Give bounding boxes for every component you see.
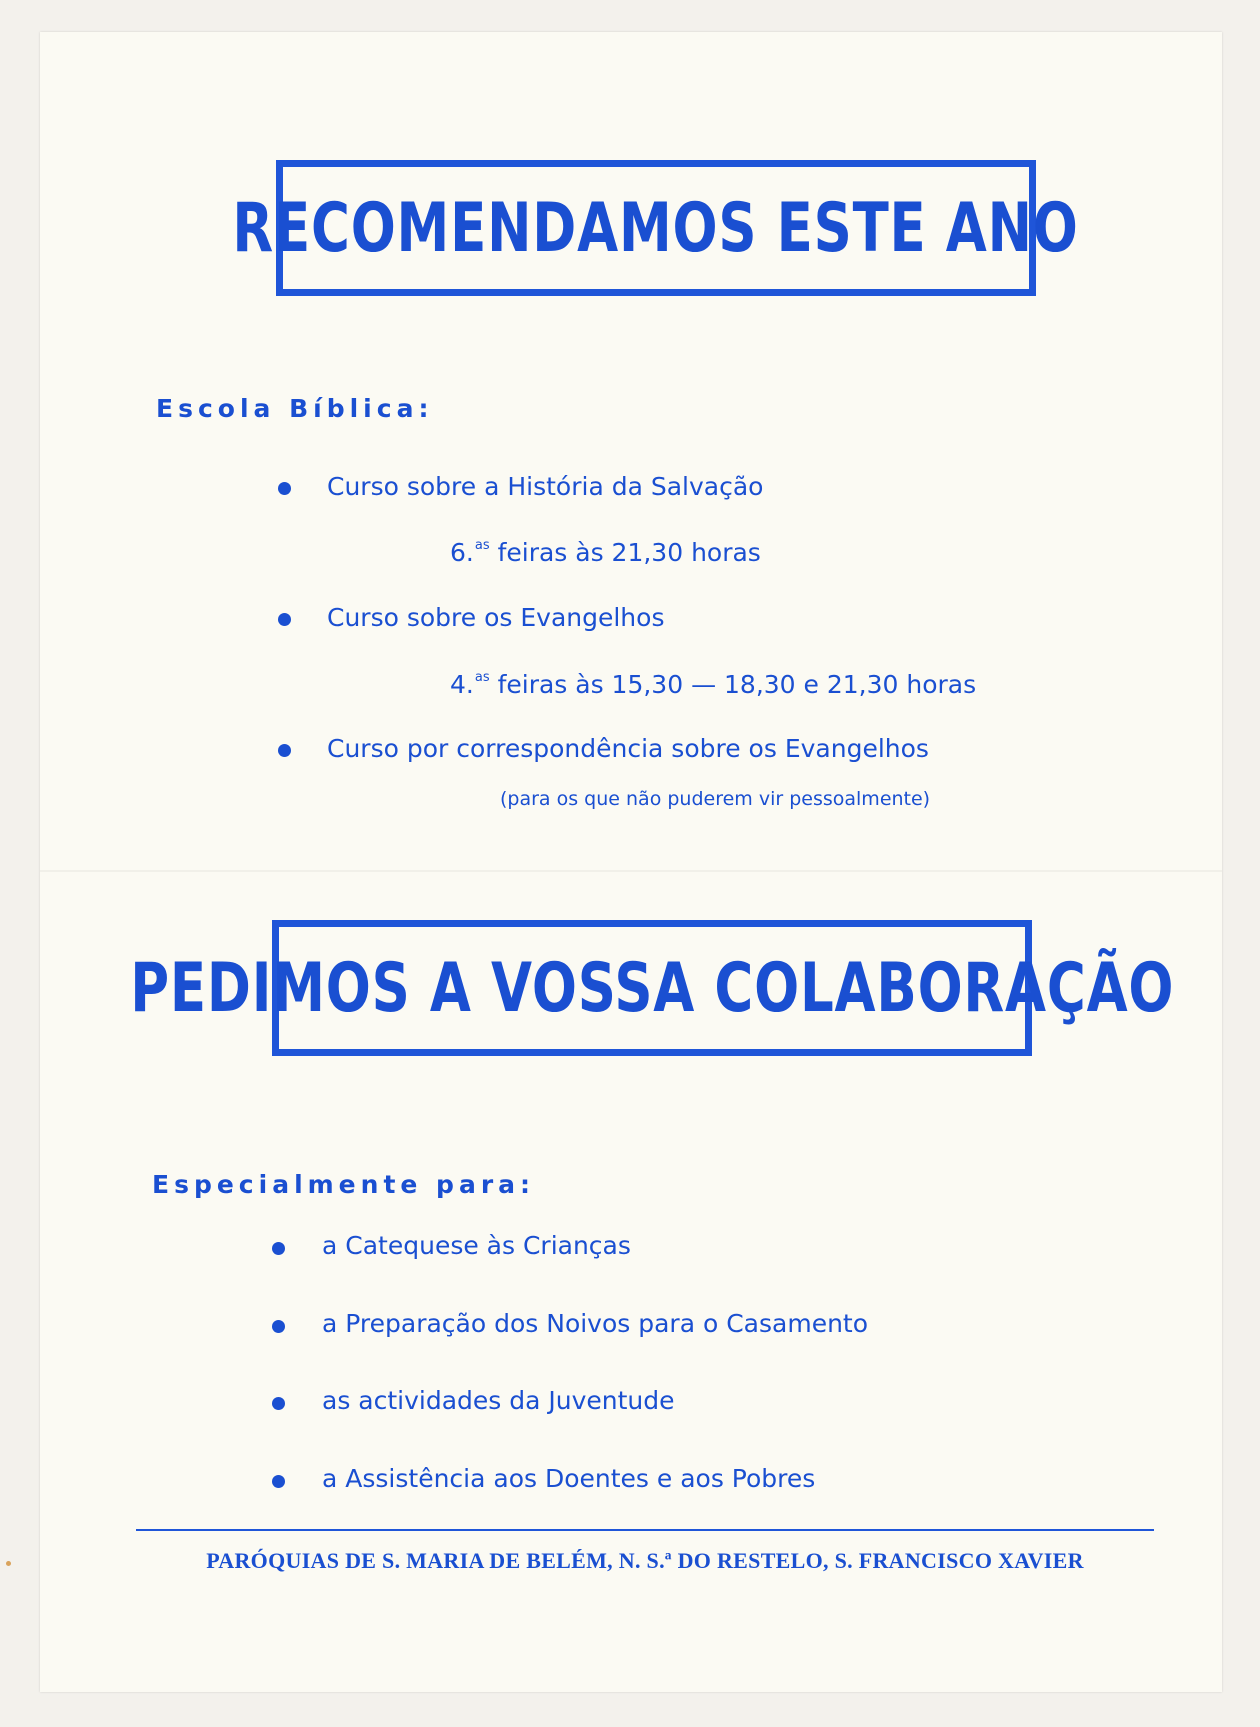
escola-biblica-title: Escola Bíblica: (156, 394, 434, 423)
especialmente-item-4: a Assistência aos Doentes e aos Pobres (322, 1464, 816, 1493)
escola-item-1: Curso sobre a História da Salvação (327, 472, 764, 501)
collaboration-heading: PEDIMOS A VOSSA COLABORAÇÃO (129, 948, 1175, 1028)
especialmente-item-1: a Catequese às Crianças (322, 1231, 631, 1260)
bullet-icon (278, 613, 291, 626)
recommend-heading: RECOMENDAMOS ESTE ANO (232, 188, 1080, 268)
collaboration-heading-box (129, 920, 1175, 1056)
escola-item-1-schedule: 6.$^{as}$ feiras às 21,30 horas (450, 538, 761, 567)
bullet-icon (272, 1475, 285, 1488)
footer-divider (136, 1529, 1154, 1531)
recommend-heading-box (232, 160, 1080, 296)
bullet-icon (272, 1320, 285, 1333)
escola-item-3-note: (para os que não puderem vir pessoalmente) (500, 788, 931, 810)
especialmente-item-3: as actividades da Juventude (322, 1386, 675, 1415)
especialmente-item-2: a Preparação dos Noivos para o Casamento (322, 1309, 869, 1338)
bullet-icon (272, 1397, 285, 1410)
escola-item-2-schedule: 4.$^{as}$ feiras às 15,30 — 18,30 e 21,30 horas (450, 670, 977, 699)
bullet-icon (278, 744, 291, 757)
especialmente-title: Especialmente para: (152, 1170, 536, 1199)
paper-stain (6, 1561, 11, 1566)
bullet-icon (272, 1242, 285, 1255)
footer-parishes: PARÓQUIAS DE S. MARIA DE BELÉM, N. S.ª DO RESTELO, S. FRANCISCO XAVIER (206, 1548, 1084, 1573)
bullet-icon (278, 482, 291, 495)
escola-item-2: Curso sobre os Evangelhos (327, 603, 665, 632)
fold-line (40, 870, 1222, 872)
escola-item-3: Curso por correspondência sobre os Evangelhos (327, 734, 929, 763)
document-sheet (40, 32, 1222, 1692)
